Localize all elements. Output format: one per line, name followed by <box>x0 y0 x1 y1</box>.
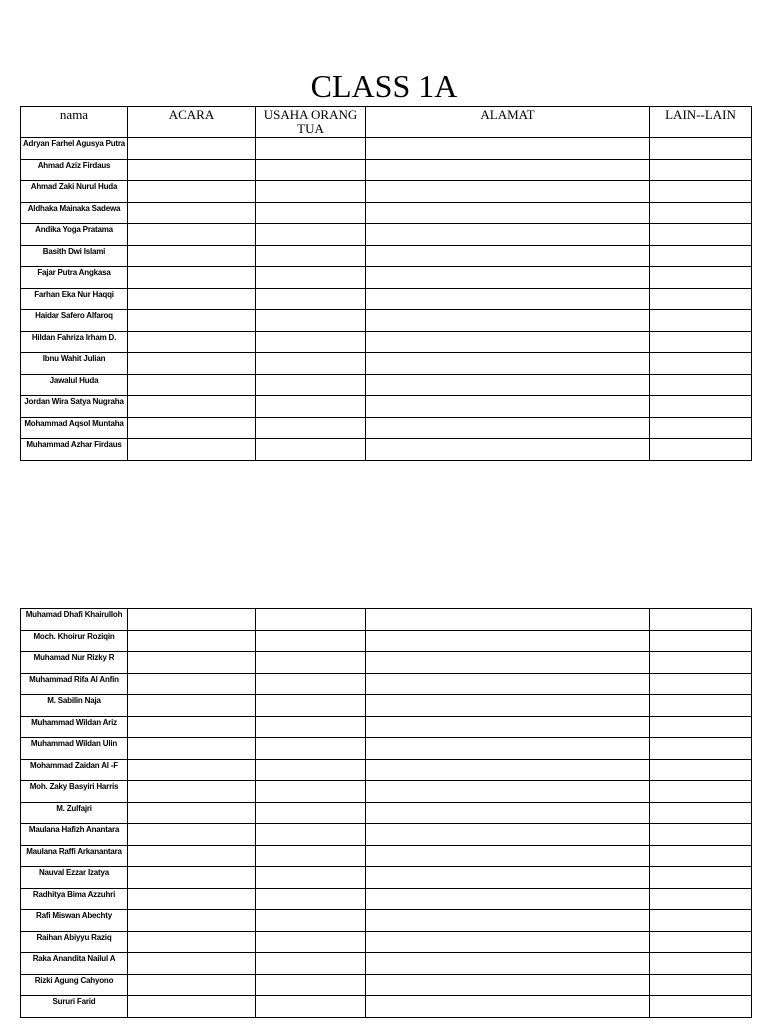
acara-cell[interactable] <box>128 867 256 889</box>
alamat-cell[interactable] <box>366 310 650 332</box>
acara-cell[interactable] <box>128 245 256 267</box>
acara-cell[interactable] <box>128 652 256 674</box>
usaha-orang-tua-cell[interactable] <box>256 181 366 203</box>
usaha-orang-tua-cell[interactable] <box>256 374 366 396</box>
table-row <box>21 353 752 375</box>
student-table-page-2 <box>20 608 752 1018</box>
acara-cell[interactable] <box>128 888 256 910</box>
lain-lain-cell[interactable] <box>650 138 752 160</box>
table-row <box>21 224 752 246</box>
lain-lain-cell[interactable] <box>650 695 752 717</box>
lain-lain-cell[interactable] <box>650 845 752 867</box>
acara-cell[interactable] <box>128 181 256 203</box>
usaha-orang-tua-cell[interactable] <box>256 202 366 224</box>
lain-lain-cell[interactable] <box>650 716 752 738</box>
usaha-orang-tua-cell[interactable] <box>256 996 366 1018</box>
table-row <box>21 931 752 953</box>
student-name-cell: Aldhaka Mainaka Sadewa <box>21 202 128 224</box>
table-row <box>21 417 752 439</box>
acara-cell[interactable] <box>128 695 256 717</box>
usaha-orang-tua-cell[interactable] <box>256 716 366 738</box>
page-title: CLASS 1A <box>310 68 458 104</box>
student-name-cell: Jordan Wira Satya Nugraha <box>21 396 128 418</box>
table-row <box>21 953 752 975</box>
student-name-cell: Nauval Ezzar Izatya <box>21 867 128 889</box>
lain-lain-cell[interactable] <box>650 759 752 781</box>
acara-cell[interactable] <box>128 609 256 631</box>
table-row <box>21 202 752 224</box>
usaha-orang-tua-cell[interactable] <box>256 759 366 781</box>
alamat-cell[interactable] <box>366 738 650 760</box>
lain-lain-cell[interactable] <box>650 953 752 975</box>
student-name-cell: Ahmad Aziz Firdaus <box>21 159 128 181</box>
student-name-cell: Muhammad Rifa Al Anfin <box>21 673 128 695</box>
acara-cell[interactable] <box>128 159 256 181</box>
acara-cell[interactable] <box>128 996 256 1018</box>
student-name-cell: Basith Dwi Islami <box>21 245 128 267</box>
lain-lain-cell[interactable] <box>650 245 752 267</box>
header-lain-lain: LAIN--LAIN <box>650 107 752 138</box>
student-name-cell: Rafi Miswan Abechty <box>21 910 128 932</box>
alamat-cell[interactable] <box>366 695 650 717</box>
table-row <box>21 159 752 181</box>
lain-lain-cell[interactable] <box>650 396 752 418</box>
usaha-orang-tua-cell[interactable] <box>256 931 366 953</box>
table-row <box>21 396 752 418</box>
table-row <box>21 374 752 396</box>
student-name-cell: Radhitya Bima Azzuhri <box>21 888 128 910</box>
usaha-orang-tua-cell[interactable] <box>256 288 366 310</box>
alamat-cell[interactable] <box>366 802 650 824</box>
usaha-orang-tua-cell[interactable] <box>256 845 366 867</box>
table-row <box>21 439 752 461</box>
student-name-cell: Rizki Agung Cahyono <box>21 974 128 996</box>
lain-lain-cell[interactable] <box>650 802 752 824</box>
alamat-cell[interactable] <box>366 245 650 267</box>
acara-cell[interactable] <box>128 781 256 803</box>
acara-cell[interactable] <box>128 202 256 224</box>
alamat-cell[interactable] <box>366 267 650 289</box>
student-name-cell: M. Zulfajri <box>21 802 128 824</box>
student-name-cell: Raka Anandita Nailul A <box>21 953 128 975</box>
student-name-cell: Raihan Abiyyu Raziq <box>21 931 128 953</box>
acara-cell[interactable] <box>128 673 256 695</box>
alamat-cell[interactable] <box>366 716 650 738</box>
alamat-cell[interactable] <box>366 609 650 631</box>
alamat-cell[interactable] <box>366 652 650 674</box>
table-row <box>21 138 752 160</box>
usaha-orang-tua-cell[interactable] <box>256 974 366 996</box>
student-name-cell: Adryan Farhel Agusya Putra <box>21 138 128 160</box>
lain-lain-cell[interactable] <box>650 910 752 932</box>
student-name-cell: Moh. Zaky Basyiri Harris <box>21 781 128 803</box>
usaha-orang-tua-cell[interactable] <box>256 159 366 181</box>
header-usaha-orang-tua: USAHA ORANG TUA <box>256 107 366 138</box>
acara-cell[interactable] <box>128 267 256 289</box>
student-name-cell: Fajar Putra Angkasa <box>21 267 128 289</box>
lain-lain-cell[interactable] <box>650 439 752 461</box>
student-name-cell: Ahmad Zaki Nurul Huda <box>21 181 128 203</box>
alamat-cell[interactable] <box>366 288 650 310</box>
student-name-cell: Mohammad Aqsol Muntaha <box>21 417 128 439</box>
acara-cell[interactable] <box>128 953 256 975</box>
table-row <box>21 652 752 674</box>
table-row <box>21 716 752 738</box>
alamat-cell[interactable] <box>366 845 650 867</box>
usaha-orang-tua-cell[interactable] <box>256 439 366 461</box>
acara-cell[interactable] <box>128 353 256 375</box>
table-row <box>21 310 752 332</box>
table-row <box>21 331 752 353</box>
student-name-cell: Muhammad Azhar Firdaus <box>21 439 128 461</box>
alamat-cell[interactable] <box>366 353 650 375</box>
lain-lain-cell[interactable] <box>650 310 752 332</box>
table-row <box>21 609 752 631</box>
acara-cell[interactable] <box>128 931 256 953</box>
table-row <box>21 867 752 889</box>
lain-lain-cell[interactable] <box>650 738 752 760</box>
usaha-orang-tua-cell[interactable] <box>256 609 366 631</box>
lain-lain-cell[interactable] <box>650 353 752 375</box>
table-row <box>21 738 752 760</box>
student-name-cell: Jawalul Huda <box>21 374 128 396</box>
header-nama: nama <box>21 107 128 138</box>
usaha-orang-tua-cell[interactable] <box>256 673 366 695</box>
table-row <box>21 781 752 803</box>
student-name-cell: Mohammad Zaidan Al -F <box>21 759 128 781</box>
acara-cell[interactable] <box>128 759 256 781</box>
usaha-orang-tua-cell[interactable] <box>256 910 366 932</box>
lain-lain-cell[interactable] <box>650 374 752 396</box>
lain-lain-cell[interactable] <box>650 630 752 652</box>
usaha-orang-tua-cell[interactable] <box>256 802 366 824</box>
usaha-orang-tua-cell[interactable] <box>256 781 366 803</box>
alamat-cell[interactable] <box>366 331 650 353</box>
lain-lain-cell[interactable] <box>650 224 752 246</box>
lain-lain-cell[interactable] <box>650 931 752 953</box>
student-name-cell: Muhammad Wildan Ulin <box>21 738 128 760</box>
usaha-orang-tua-cell[interactable] <box>256 353 366 375</box>
usaha-orang-tua-cell[interactable] <box>256 824 366 846</box>
alamat-cell[interactable] <box>366 439 650 461</box>
acara-cell[interactable] <box>128 716 256 738</box>
usaha-orang-tua-cell[interactable] <box>256 138 366 160</box>
student-name-cell: M. Sabilin Naja <box>21 695 128 717</box>
lain-lain-cell[interactable] <box>650 181 752 203</box>
student-name-cell: Maulana Raffi Arkanantara <box>21 845 128 867</box>
student-name-cell: Ibnu Wahit Julian <box>21 353 128 375</box>
lain-lain-cell[interactable] <box>650 888 752 910</box>
alamat-cell[interactable] <box>366 417 650 439</box>
lain-lain-cell[interactable] <box>650 996 752 1018</box>
table-row <box>21 288 752 310</box>
usaha-orang-tua-cell[interactable] <box>256 867 366 889</box>
alamat-cell[interactable] <box>366 396 650 418</box>
table-row <box>21 910 752 932</box>
lain-lain-cell[interactable] <box>650 417 752 439</box>
usaha-orang-tua-cell[interactable] <box>256 417 366 439</box>
lain-lain-cell[interactable] <box>650 202 752 224</box>
usaha-orang-tua-cell[interactable] <box>256 310 366 332</box>
acara-cell[interactable] <box>128 417 256 439</box>
acara-cell[interactable] <box>128 824 256 846</box>
alamat-cell[interactable] <box>366 181 650 203</box>
table-row <box>21 630 752 652</box>
alamat-cell[interactable] <box>366 630 650 652</box>
usaha-orang-tua-cell[interactable] <box>256 738 366 760</box>
acara-cell[interactable] <box>128 331 256 353</box>
table-row <box>21 802 752 824</box>
alamat-cell[interactable] <box>366 931 650 953</box>
usaha-orang-tua-cell[interactable] <box>256 245 366 267</box>
acara-cell[interactable] <box>128 738 256 760</box>
student-name-cell: Hildan Fahriza Irham D. <box>21 331 128 353</box>
student-name-cell: Andika Yoga Pratama <box>21 224 128 246</box>
lain-lain-cell[interactable] <box>650 159 752 181</box>
table-row <box>21 759 752 781</box>
acara-cell[interactable] <box>128 910 256 932</box>
lain-lain-cell[interactable] <box>650 673 752 695</box>
alamat-cell[interactable] <box>366 202 650 224</box>
lain-lain-cell[interactable] <box>650 824 752 846</box>
table-row <box>21 267 752 289</box>
alamat-cell[interactable] <box>366 759 650 781</box>
alamat-cell[interactable] <box>366 888 650 910</box>
table-header-row <box>21 107 752 138</box>
table-row <box>21 673 752 695</box>
student-table-page-1 <box>20 106 752 461</box>
acara-cell[interactable] <box>128 288 256 310</box>
student-name-cell: Muhamad Dhafi Khairulloh <box>21 609 128 631</box>
acara-cell[interactable] <box>128 802 256 824</box>
acara-cell[interactable] <box>128 224 256 246</box>
usaha-orang-tua-cell[interactable] <box>256 695 366 717</box>
usaha-orang-tua-cell[interactable] <box>256 630 366 652</box>
usaha-orang-tua-cell[interactable] <box>256 224 366 246</box>
acara-cell[interactable] <box>128 845 256 867</box>
usaha-orang-tua-cell[interactable] <box>256 652 366 674</box>
table-row <box>21 996 752 1018</box>
usaha-orang-tua-cell[interactable] <box>256 267 366 289</box>
table-row <box>21 181 752 203</box>
student-name-cell: Sururi Farid <box>21 996 128 1018</box>
lain-lain-cell[interactable] <box>650 331 752 353</box>
acara-cell[interactable] <box>128 439 256 461</box>
usaha-orang-tua-cell[interactable] <box>256 888 366 910</box>
student-name-cell: Muhammad Wildan Ariz <box>21 716 128 738</box>
acara-cell[interactable] <box>128 974 256 996</box>
table-row <box>21 695 752 717</box>
lain-lain-cell[interactable] <box>650 974 752 996</box>
table-row <box>21 824 752 846</box>
alamat-cell[interactable] <box>366 159 650 181</box>
student-name-cell: Muhamad Nur Rizky R <box>21 652 128 674</box>
usaha-orang-tua-cell[interactable] <box>256 396 366 418</box>
header-acara: ACARA <box>128 107 256 138</box>
acara-cell[interactable] <box>128 374 256 396</box>
alamat-cell[interactable] <box>366 867 650 889</box>
lain-lain-cell[interactable] <box>650 288 752 310</box>
alamat-cell[interactable] <box>366 224 650 246</box>
lain-lain-cell[interactable] <box>650 652 752 674</box>
alamat-cell[interactable] <box>366 910 650 932</box>
alamat-cell[interactable] <box>366 673 650 695</box>
table-row <box>21 974 752 996</box>
student-name-cell: Maulana Hafizh Anantara <box>21 824 128 846</box>
acara-cell[interactable] <box>128 630 256 652</box>
table-row <box>21 845 752 867</box>
alamat-cell[interactable] <box>366 781 650 803</box>
student-name-cell: Farhan Eka Nur Haqqi <box>21 288 128 310</box>
alamat-cell[interactable] <box>366 138 650 160</box>
student-name-cell: Moch. Khoirur Roziqin <box>21 630 128 652</box>
lain-lain-cell[interactable] <box>650 867 752 889</box>
lain-lain-cell[interactable] <box>650 267 752 289</box>
usaha-orang-tua-cell[interactable] <box>256 331 366 353</box>
table-row <box>21 888 752 910</box>
alamat-cell[interactable] <box>366 953 650 975</box>
table-row <box>21 245 752 267</box>
lain-lain-cell[interactable] <box>650 609 752 631</box>
acara-cell[interactable] <box>128 138 256 160</box>
lain-lain-cell[interactable] <box>650 781 752 803</box>
usaha-orang-tua-cell[interactable] <box>256 953 366 975</box>
alamat-cell[interactable] <box>366 374 650 396</box>
alamat-cell[interactable] <box>366 824 650 846</box>
acara-cell[interactable] <box>128 310 256 332</box>
alamat-cell[interactable] <box>366 996 650 1018</box>
student-name-cell: Haidar Safero Alfaroq <box>21 310 128 332</box>
acara-cell[interactable] <box>128 396 256 418</box>
header-alamat: ALAMAT <box>366 107 650 138</box>
alamat-cell[interactable] <box>366 974 650 996</box>
